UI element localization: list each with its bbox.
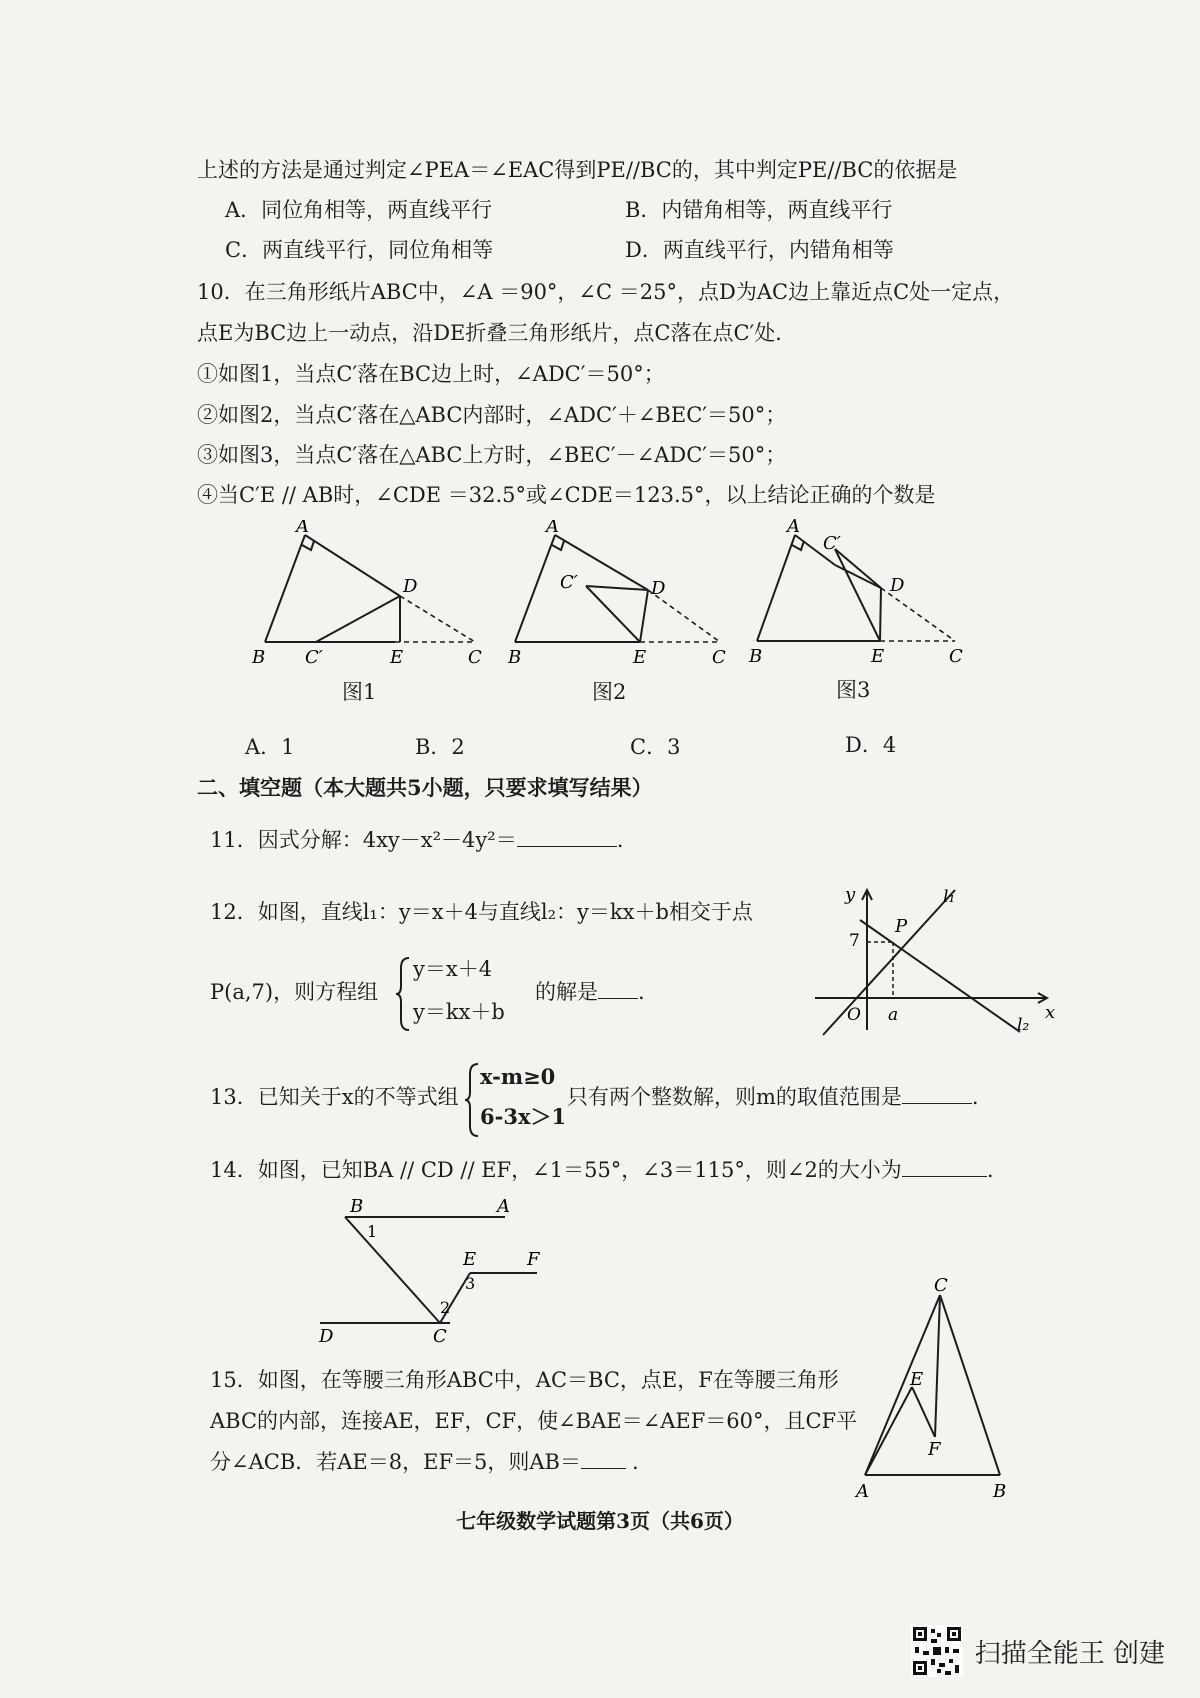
q15-label-b: B xyxy=(993,1481,1007,1502)
q11-end: . xyxy=(616,828,624,852)
q14-figure xyxy=(315,1195,575,1349)
q12-equation-1: y＝x＋4 xyxy=(413,957,493,981)
q9-option-a: A．同位角相等，两直线平行 xyxy=(225,198,493,222)
q10-figure-3-caption: 图3 xyxy=(836,678,871,702)
q14-label-2: 2 xyxy=(440,1298,451,1317)
q11-answer-blank[interactable] xyxy=(517,828,617,847)
q14-end: . xyxy=(986,1158,994,1182)
fig2-label-a: A xyxy=(546,520,559,537)
q10-stem-2: 点E为BC边上一动点，沿DE折叠三角形纸片，点C落在点C′处． xyxy=(197,321,797,345)
q14-label-1: 1 xyxy=(367,1222,378,1241)
fig2-label-cprime: C′ xyxy=(560,572,578,593)
q12-suffix-text: 的解是 xyxy=(535,980,598,1004)
q15-label-f: F xyxy=(928,1439,941,1460)
q15-answer-blank[interactable] xyxy=(581,1450,626,1469)
fig3-label-d: D xyxy=(890,575,905,596)
q15-end: . xyxy=(631,1450,639,1474)
fig1-label-a: A xyxy=(296,520,309,537)
q15-label-a: A xyxy=(856,1481,869,1502)
q14-text: 14．如图，已知BA // CD // EF，∠1＝55°，∠3＝115°，则∠2的大小为 xyxy=(210,1158,902,1182)
q14-answer-blank[interactable] xyxy=(902,1158,987,1177)
scanner-watermark xyxy=(911,1625,1165,1677)
q13-end: . xyxy=(971,1085,979,1109)
q13-system-brace xyxy=(464,1062,480,1142)
q11-text: 11．因式分解：4xy－x²－4y²＝ xyxy=(210,828,517,852)
q12-answer-blank[interactable] xyxy=(598,980,638,999)
q13-inequality-1: x-m≥0 xyxy=(480,1064,556,1089)
qr-code-icon xyxy=(911,1625,963,1677)
q15-figure xyxy=(850,1275,1030,1509)
q10-statement-4: ④当C′E // AB时，∠CDE ＝32.5°或∠CDE＝123.5°，以上结论正确的个数是 xyxy=(197,483,936,507)
q15-line-2: ABC的内部，连接AE，EF，CF，使∠BAE＝∠AEF＝60°，且CF平 xyxy=(210,1409,858,1433)
q15-label-e: E xyxy=(910,1369,924,1390)
q14-label-c: C xyxy=(433,1326,447,1345)
watermark-text: 扫描全能王 创建 xyxy=(974,1638,1165,1669)
q12-line-2 xyxy=(210,980,378,1005)
fig2-label-d: D xyxy=(651,578,666,599)
q14-label-a: A xyxy=(497,1196,510,1217)
q9-stem: 上述的方法是通过判定∠PEA＝∠EAC得到PE//BC的，其中判定PE//BC的依据是 xyxy=(197,158,958,182)
q12-system-brace xyxy=(395,956,411,1036)
q10-option-b: B．2 xyxy=(415,735,465,759)
q10-figure-2 xyxy=(500,520,740,684)
fig2-label-b: B xyxy=(508,647,522,668)
fig3-label-b: B xyxy=(749,646,763,667)
q10-figure-2-caption: 图2 xyxy=(592,680,627,704)
q15-line-3 xyxy=(210,1450,639,1475)
q14-label-b: B xyxy=(350,1196,364,1217)
q12-label-o: O xyxy=(847,1005,861,1025)
q14-label-e: E xyxy=(463,1249,477,1270)
q10-statement-1: ①如图1，当点C′落在BC边上时，∠ADC′＝50°； xyxy=(197,362,665,386)
q10-option-a: A．1 xyxy=(245,735,295,759)
fig3-label-a: A xyxy=(787,516,800,537)
q12-line-1: 12．如图，直线l₁：y＝x＋4与直线l₂：y＝kx＋b相交于点 xyxy=(210,900,753,924)
page-footer: 七年级数学试题第3页（共6页） xyxy=(456,1509,744,1533)
q13-prefix: 13．已知关于x的不等式组 xyxy=(210,1085,459,1109)
q14-label-d: D xyxy=(319,1326,334,1345)
q10-stem-1: 10．在三角形纸片ABC中，∠A ＝90°，∠C ＝25°，点D为AC边上靠近点C处一定点， xyxy=(197,280,1015,304)
q12-label-7: 7 xyxy=(849,931,860,951)
fig1-label-d: D xyxy=(403,576,418,597)
q12-prefix: P(a,7)，则方程组 xyxy=(210,980,379,1004)
q12-label-l1: l₁ xyxy=(943,887,956,907)
q10-figure-1 xyxy=(240,520,500,684)
q15-line-3-text: 分∠ACB．若AE＝8，EF＝5，则AB＝ xyxy=(210,1450,581,1474)
fig2-label-c: C xyxy=(712,647,726,668)
q12-end: . xyxy=(638,980,645,1004)
q10-figure-1-caption: 图1 xyxy=(342,680,377,704)
q12-figure xyxy=(805,880,1055,1044)
q14-label-3: 3 xyxy=(465,1274,476,1293)
q11 xyxy=(210,828,623,853)
fig1-label-e: E xyxy=(390,647,404,668)
fig3-label-e: E xyxy=(871,646,885,667)
fig1-label-cprime: C′ xyxy=(305,647,323,668)
q10-figure-3 xyxy=(745,515,985,679)
section-2-heading: 二、填空题（本大题共5小题，只要求填写结果） xyxy=(197,775,653,800)
fig2-label-e: E xyxy=(633,647,647,668)
q15-line-1: 15．如图，在等腰三角形ABC中，AC＝BC，点E，F在等腰三角形 xyxy=(210,1368,839,1392)
q12-label-a: a xyxy=(888,1005,899,1025)
fig1-label-c: C xyxy=(468,647,482,668)
q15-label-c: C xyxy=(934,1275,948,1296)
q12-label-l2: l₂ xyxy=(1017,1015,1030,1035)
q12-label-y: y xyxy=(845,884,856,905)
q12-label-p: P xyxy=(895,916,908,937)
q13-answer-blank[interactable] xyxy=(902,1085,972,1104)
fig3-label-c: C xyxy=(949,646,963,667)
q14-label-f: F xyxy=(527,1249,540,1270)
q10-statement-3: ③如图3，当点C′落在△ABC上方时，∠BEC′－∠ADC′＝50°； xyxy=(197,443,787,467)
fig1-label-b: B xyxy=(252,647,266,668)
q10-option-c: C．3 xyxy=(630,735,681,759)
q13-suffix xyxy=(567,1085,979,1110)
q10-statement-2: ②如图2，当点C′落在△ABC内部时，∠ADC′＋∠BEC′＝50°； xyxy=(197,403,787,427)
q10-option-d: D．4 xyxy=(845,733,897,757)
fig3-label-cprime: C′ xyxy=(823,533,841,554)
q9-option-d: D．两直线平行，内错角相等 xyxy=(625,238,894,262)
q12-equation-2: y＝kx＋b xyxy=(413,1000,505,1024)
q12-suffix xyxy=(535,980,645,1005)
q13-inequality-2: 6-3x＞1 xyxy=(480,1104,567,1129)
q14 xyxy=(210,1158,994,1183)
q9-option-c: C．两直线平行，同位角相等 xyxy=(225,238,494,262)
q13-suffix-text: 只有两个整数解，则m的取值范围是 xyxy=(567,1085,902,1109)
q12-label-x: x xyxy=(1045,1002,1055,1023)
q9-option-b: B．内错角相等，两直线平行 xyxy=(625,198,893,222)
